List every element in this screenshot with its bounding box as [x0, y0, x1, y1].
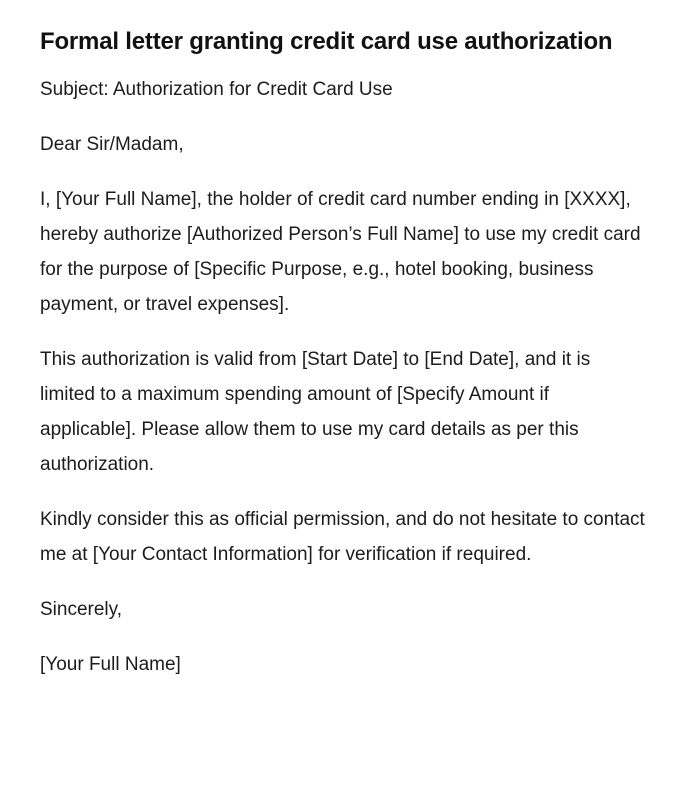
letter-subject: Subject: Authorization for Credit Card Use: [40, 79, 393, 100]
letter-salutation: Dear Sir/Madam,: [40, 134, 184, 155]
letter-signature: [Your Full Name]: [40, 654, 181, 675]
letter-closing: Sincerely,: [40, 599, 123, 620]
letter-document: [40, 20, 650, 682]
letter-paragraph-1: I, [Your Full Name], the holder of credit card number ending in [XXXX], hereby authorize [Authorized Person’s Full Name] to use my credit card for the purpose of [Specific Purpose, e.g., hotel booking, business payment, or travel expenses].: [40, 189, 641, 315]
letter-title: Formal letter granting credit card use authorization: [40, 28, 613, 55]
letter-paragraph-2: This authorization is valid from [Start Date] to [End Date], and it is limited to a maximum spending amount of [Specify Amount if applicable]. Please allow them to use my card details as per this authorization.: [40, 349, 591, 475]
letter-paragraph-3: Kindly consider this as official permission, and do not hesitate to contact me at [Your Contact Information] for verification if required.: [40, 509, 645, 565]
